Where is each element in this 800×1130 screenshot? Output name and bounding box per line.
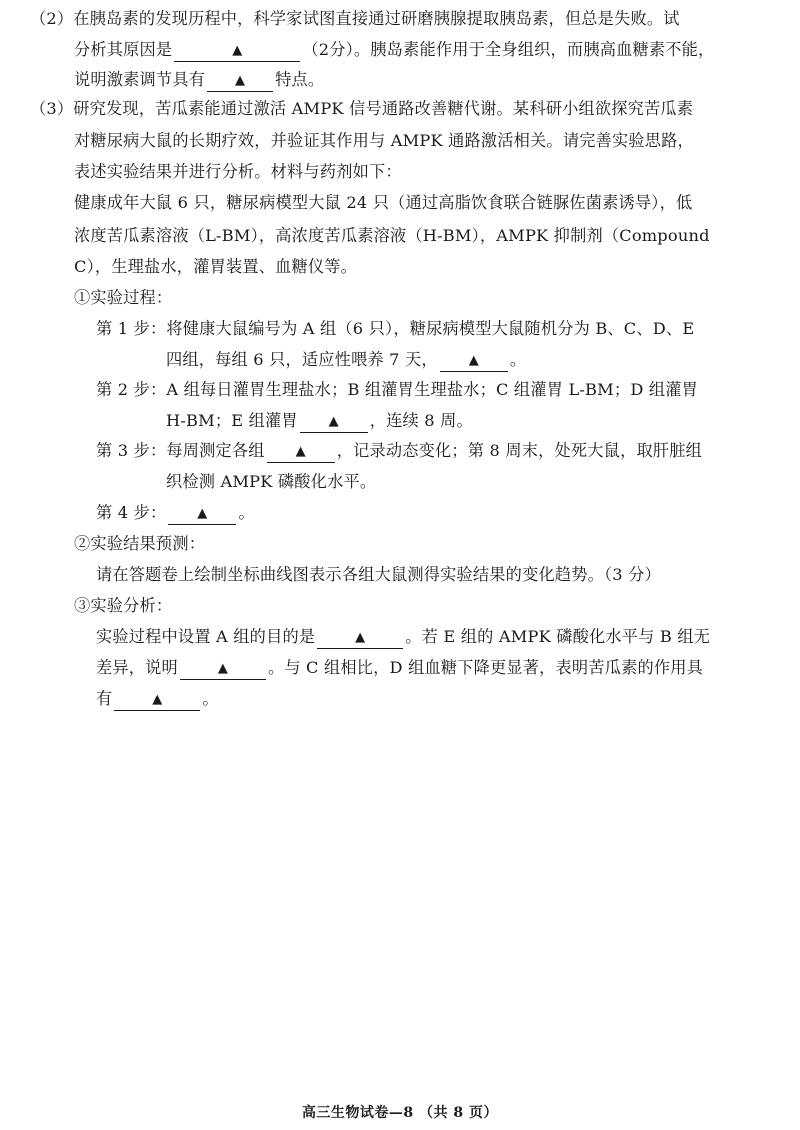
step-1-line-2 [166, 349, 526, 372]
procedure-heading: ①实验过程： [74, 288, 173, 307]
answer-blank[interactable] [300, 412, 368, 433]
answer-blank[interactable] [267, 442, 335, 463]
triangle-marker-icon: ▲ [232, 43, 243, 58]
answer-blank[interactable] [174, 41, 300, 62]
answer-blank[interactable] [207, 71, 273, 92]
analysis-text: 差异，说明 [96, 658, 178, 677]
answer-blank[interactable] [114, 690, 200, 711]
step-text: 。 [238, 503, 255, 522]
triangle-marker-icon: ▲ [235, 73, 246, 88]
q3-line-4: 健康成年大鼠 6 只，糖尿病模型大鼠 24 只（通过高脂饮食联合链脲佐菌素诱导），低 [74, 193, 693, 212]
q3-line-2: 对糖尿病大鼠的长期疗效，并验证其作用与 AMPK 通路激活相关。请完善实验思路， [74, 131, 694, 150]
step-4-line [96, 502, 255, 525]
page-footer: 高三生物试卷—8 （共 8 页） [301, 1105, 499, 1121]
answer-blank[interactable] [317, 628, 403, 649]
q2-text: 特点。 [275, 70, 325, 89]
q3-line-1: （3）研究发现，苦瓜素能通过激活 AMPK 信号通路改善糖代谢。某科研小组欲探究苦瓜素 [30, 99, 694, 118]
step-3-line-1 [96, 440, 702, 463]
triangle-marker-icon: ▲ [152, 692, 163, 707]
q2-line-2 [74, 39, 714, 62]
triangle-marker-icon: ▲ [217, 661, 229, 676]
step-text: H-BM；E 组灌胃 [166, 411, 298, 430]
step-text: ，记录动态变化；第 8 周末，处死大鼠，取肝脏组 [336, 441, 703, 460]
analysis-heading: ③实验分析： [74, 596, 173, 615]
step-1-line-1: 第 1 步：将健康大鼠编号为 A 组（6 只），糖尿病模型大鼠随机分为 B、C、D、E [96, 319, 695, 338]
q2-text: （2分）。胰岛素能作用于全身组织，而胰高血糖素不能， [302, 40, 715, 59]
answer-blank[interactable] [180, 659, 266, 680]
step-3-line-2: 织检测 AMPK 磷酸化水平。 [166, 472, 377, 491]
triangle-marker-icon: ▲ [468, 353, 479, 368]
q3-line-5: 浓度苦瓜素溶液（L-BM），高浓度苦瓜素溶液（H-BM），AMPK 抑制剂（Compound [74, 226, 710, 245]
triangle-marker-icon: ▲ [197, 506, 208, 521]
step-text: 。 [509, 350, 527, 369]
q3-line-3: 表述实验结果并进行分析。材料与药剂如下： [74, 162, 402, 181]
analysis-line-3 [96, 688, 219, 711]
answer-blank[interactable] [440, 351, 508, 372]
analysis-text: 有 [96, 689, 113, 708]
analysis-line-2 [96, 657, 703, 680]
triangle-marker-icon: ▲ [328, 414, 339, 429]
prediction-text: 请在答题卷上绘制坐标曲线图表示各组大鼠测得实验结果的变化趋势。（3 分） [96, 565, 661, 584]
q2-text: 分析其原因是 [74, 40, 173, 59]
step-2-line-1: 第 2 步：A 组每日灌胃生理盐水；B 组灌胃生理盐水；C 组灌胃 L-BM；D 组灌胃 [96, 380, 699, 399]
answer-blank[interactable] [168, 504, 236, 525]
analysis-text: 。若 E 组的 AMPK 磷酸化水平与 B 组无 [405, 627, 711, 646]
step-2-line-2 [166, 410, 473, 433]
prediction-heading: ②实验结果预测： [74, 534, 206, 553]
analysis-line-1 [96, 626, 710, 649]
analysis-text: 。 [202, 689, 219, 708]
q2-line-3 [74, 69, 324, 92]
analysis-text: 。与 C 组相比，D 组血糖下降更显著，表明苦瓜素的作用具 [267, 658, 704, 677]
step-text: ，连续 8 周。 [369, 411, 473, 430]
analysis-text: 实验过程中设置 A 组的目的是 [96, 627, 316, 646]
step-text: 第 3 步：每周测定各组 [96, 441, 265, 460]
step-text: 四组，每组 6 只，适应性喂养 7 天， [166, 350, 438, 369]
step-text: 第 4 步： [96, 503, 167, 522]
q2-line-1: （2）在胰岛素的发现历程中，科学家试图直接通过研磨胰腺提取胰岛素，但总是失败。试 [30, 9, 680, 28]
triangle-marker-icon: ▲ [355, 630, 366, 645]
q3-line-6: C），生理盐水，灌胃装置、血糖仪等。 [74, 257, 358, 276]
q2-text: 说明激素调节具有 [74, 70, 206, 89]
triangle-marker-icon: ▲ [295, 444, 306, 459]
